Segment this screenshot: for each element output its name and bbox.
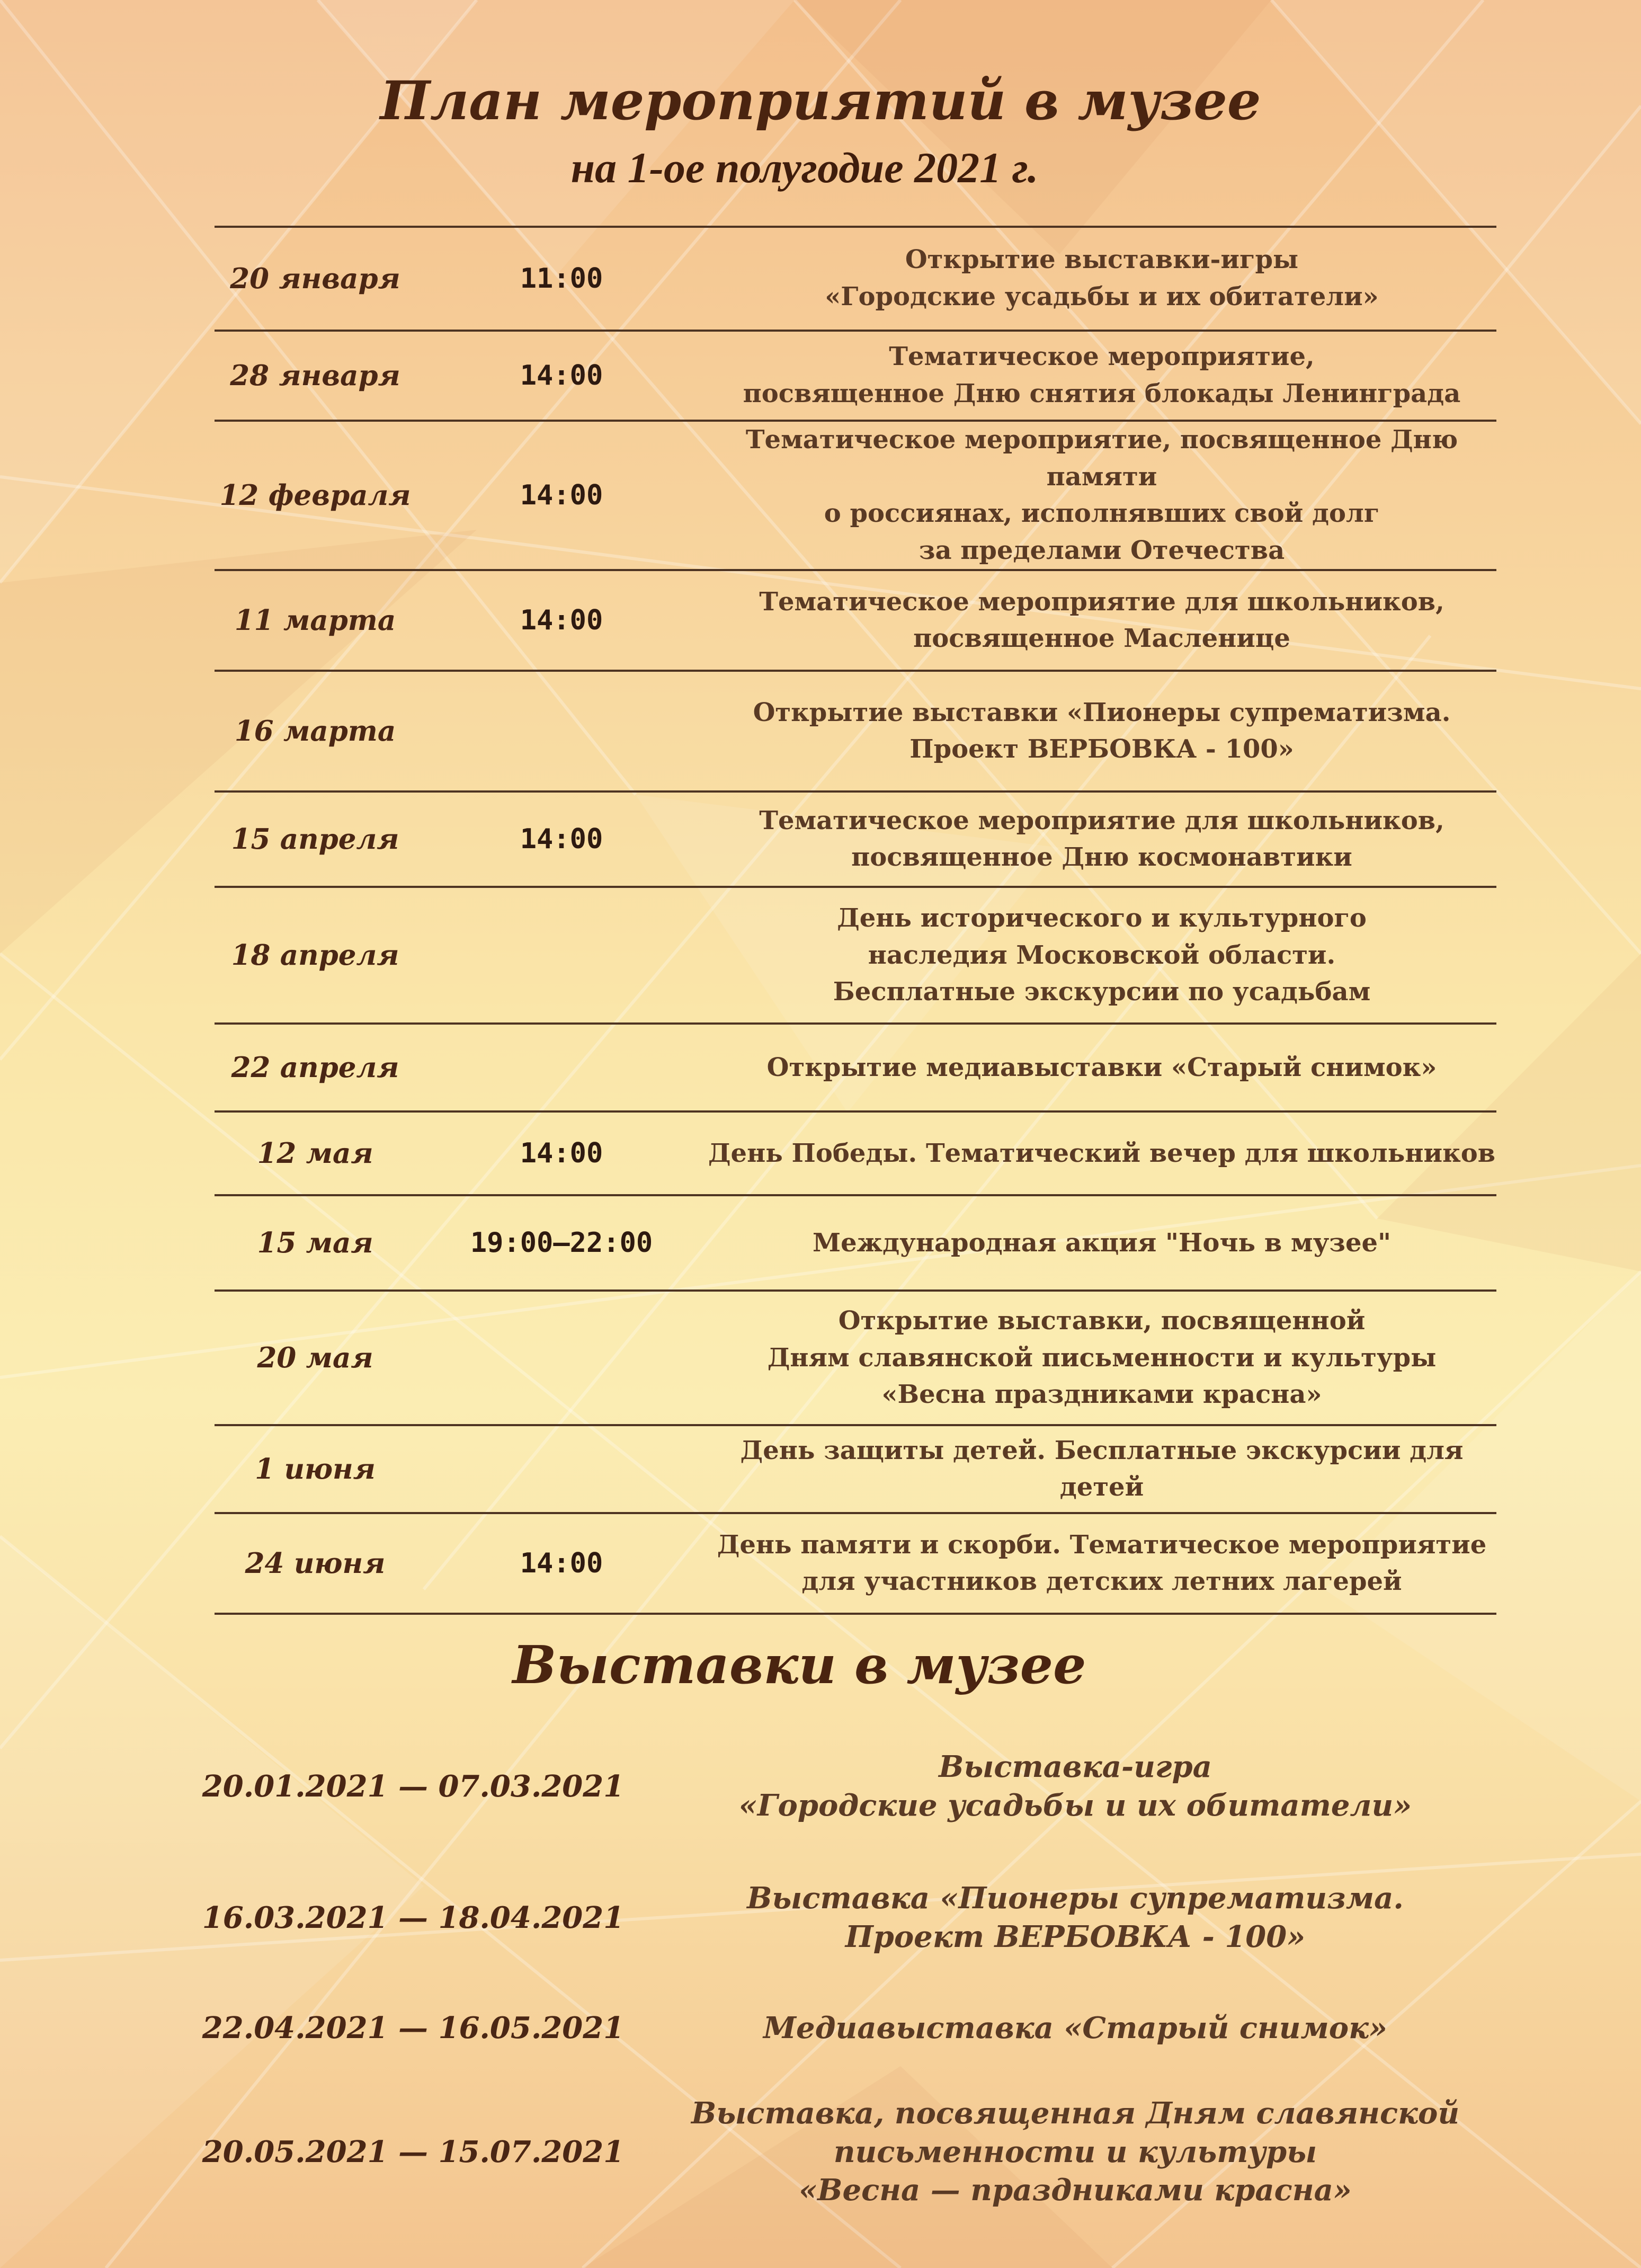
exhibition-row: [201, 1748, 1504, 1825]
event-description: [707, 1513, 1496, 1614]
event-date: 15 апреля: [215, 791, 416, 887]
event-description-line: о россиянах, исполнявших свой долг: [824, 499, 1380, 529]
exhibition-dates: 22.04.2021 — 16.05.2021: [202, 2011, 625, 2045]
event-time: [416, 1291, 707, 1425]
event-description: [707, 1111, 1496, 1195]
exhibition-name-line: Медиавыставка «Старый снимок»: [763, 2010, 1387, 2045]
event-description: [707, 421, 1496, 570]
event-time: [416, 1024, 707, 1111]
event-description-line: День памяти и скорби. Тематическое мероприятие: [717, 1529, 1487, 1560]
exhibition-name-line: Выставка, посвященная Дням славянской: [691, 2095, 1460, 2131]
event-time: 14:00: [416, 1513, 707, 1614]
event-row: [215, 570, 1496, 671]
event-time: 14:00: [416, 421, 707, 570]
exhibition-name: [625, 2009, 1504, 2048]
event-row: [215, 791, 1496, 887]
event-description: [707, 791, 1496, 887]
exhibition-name: [625, 1879, 1504, 1956]
event-description-line: наследия Московской области.: [868, 940, 1336, 970]
event-description-line: посвященное Масленице: [913, 624, 1290, 654]
event-time: 14:00: [416, 791, 707, 887]
page-title: План мероприятий в музее: [380, 69, 1261, 132]
exhibition-dates: 20.01.2021 — 07.03.2021: [202, 1769, 625, 1804]
event-description-line: «Весна праздниками красна»: [881, 1380, 1322, 1410]
event-time: [416, 671, 707, 791]
event-date: 1 июня: [215, 1425, 416, 1513]
event-row: [215, 1024, 1496, 1111]
exhibition-name-line: письменности и культуры: [833, 2134, 1317, 2169]
event-row: [215, 1291, 1496, 1425]
event-row: [215, 671, 1496, 791]
page-subtitle: на 1-ое полугодие 2021 г.: [570, 144, 1039, 192]
event-date: 28 января: [215, 331, 416, 421]
event-date: 12 февраля: [215, 421, 416, 570]
event-description-line: Тематическое мероприятие, посвященное Дню памяти: [745, 425, 1458, 492]
exhibition-name-line: Выставка «Пионеры супрематизма.: [747, 1881, 1404, 1916]
event-description: [707, 331, 1496, 421]
event-description-line: Проект ВЕРБОВКА - 100»: [909, 734, 1294, 764]
event-description-line: для участников детских летних лагерей: [801, 1567, 1402, 1597]
event-date: 11 марта: [215, 570, 416, 671]
event-description: [707, 1291, 1496, 1425]
exhibition-name-line: «Городские усадьбы и их обитатели»: [738, 1788, 1412, 1823]
event-description-line: посвященное Дню снятия блокады Ленинграда: [743, 379, 1461, 408]
exhibition-name: [625, 2094, 1504, 2210]
exhibition-name: [625, 1748, 1504, 1825]
event-description-line: Тематическое мероприятие для школьников,: [759, 805, 1444, 835]
event-time: 14:00: [416, 1111, 707, 1195]
event-description-line: «Городские усадьбы и их обитатели»: [825, 282, 1379, 312]
event-description-line: Открытие выставки-игры: [905, 245, 1299, 275]
event-description-line: Международная акция "Ночь в музее": [812, 1228, 1392, 1258]
exhibitions-title: Выставки в музее: [512, 1635, 1086, 1696]
event-row: [215, 887, 1496, 1024]
event-time: [416, 887, 707, 1024]
event-row: [215, 1195, 1496, 1291]
event-description: [707, 671, 1496, 791]
exhibition-name-line: «Весна — праздниками красна»: [799, 2173, 1352, 2208]
event-row: [215, 227, 1496, 331]
exhibition-name-line: Проект ВЕРБОВКА - 100»: [845, 1919, 1306, 1954]
event-time: 14:00: [416, 570, 707, 671]
event-date: 24 июня: [215, 1513, 416, 1614]
exhibition-row: [201, 2094, 1504, 2210]
event-time: 14:00: [416, 331, 707, 421]
event-date: 12 мая: [215, 1111, 416, 1195]
exhibition-dates: 16.03.2021 — 18.04.2021: [202, 1900, 625, 1935]
event-time: 11:00: [416, 227, 707, 331]
event-time: 19:00—22:00: [416, 1195, 707, 1291]
event-description-line: Бесплатные экскурсии по усадьбам: [833, 977, 1371, 1007]
event-description-line: за пределами Отечества: [918, 535, 1285, 565]
exhibition-dates: 20.05.2021 — 15.07.2021: [202, 2134, 625, 2169]
event-date: 15 мая: [215, 1195, 416, 1291]
events-table: [215, 226, 1496, 1615]
event-date: 20 мая: [215, 1291, 416, 1425]
event-description-line: Открытие выставки «Пионеры супрематизма.: [753, 697, 1451, 727]
event-description-line: посвященное Дню космонавтики: [851, 842, 1352, 873]
event-description-line: Тематическое мероприятие,: [889, 342, 1315, 372]
exhibition-row: [201, 1879, 1504, 1956]
exhibition-row: [201, 2009, 1504, 2048]
event-description-line: День Победы. Тематический вечер для школьников: [708, 1138, 1496, 1168]
event-description-line: Открытие выставки, посвященной: [838, 1305, 1366, 1336]
event-description: [707, 1195, 1496, 1291]
event-row: [215, 421, 1496, 570]
event-description: [707, 227, 1496, 331]
event-description: [707, 1425, 1496, 1513]
event-time: [416, 1425, 707, 1513]
event-date: 22 апреля: [215, 1024, 416, 1111]
exhibition-name-line: Выставка-игра: [939, 1749, 1212, 1785]
event-description-line: Тематическое мероприятие для школьников,: [759, 586, 1444, 617]
event-description-line: Дням славянской письменности и культуры: [767, 1342, 1437, 1373]
event-description: [707, 1024, 1496, 1111]
event-row: [215, 1111, 1496, 1195]
event-description-line: День защиты детей. Бесплатные экскурсии для детей: [740, 1435, 1464, 1502]
event-row: [215, 1425, 1496, 1513]
event-row: [215, 1513, 1496, 1614]
event-date: 16 марта: [215, 671, 416, 791]
event-date: 20 января: [215, 227, 416, 331]
event-row: [215, 331, 1496, 421]
event-description-line: Открытие медиавыставки «Старый снимок»: [766, 1052, 1437, 1082]
event-description: [707, 570, 1496, 671]
event-description-line: День исторического и культурного: [837, 903, 1367, 933]
event-date: 18 апреля: [215, 887, 416, 1024]
event-description: [707, 887, 1496, 1024]
